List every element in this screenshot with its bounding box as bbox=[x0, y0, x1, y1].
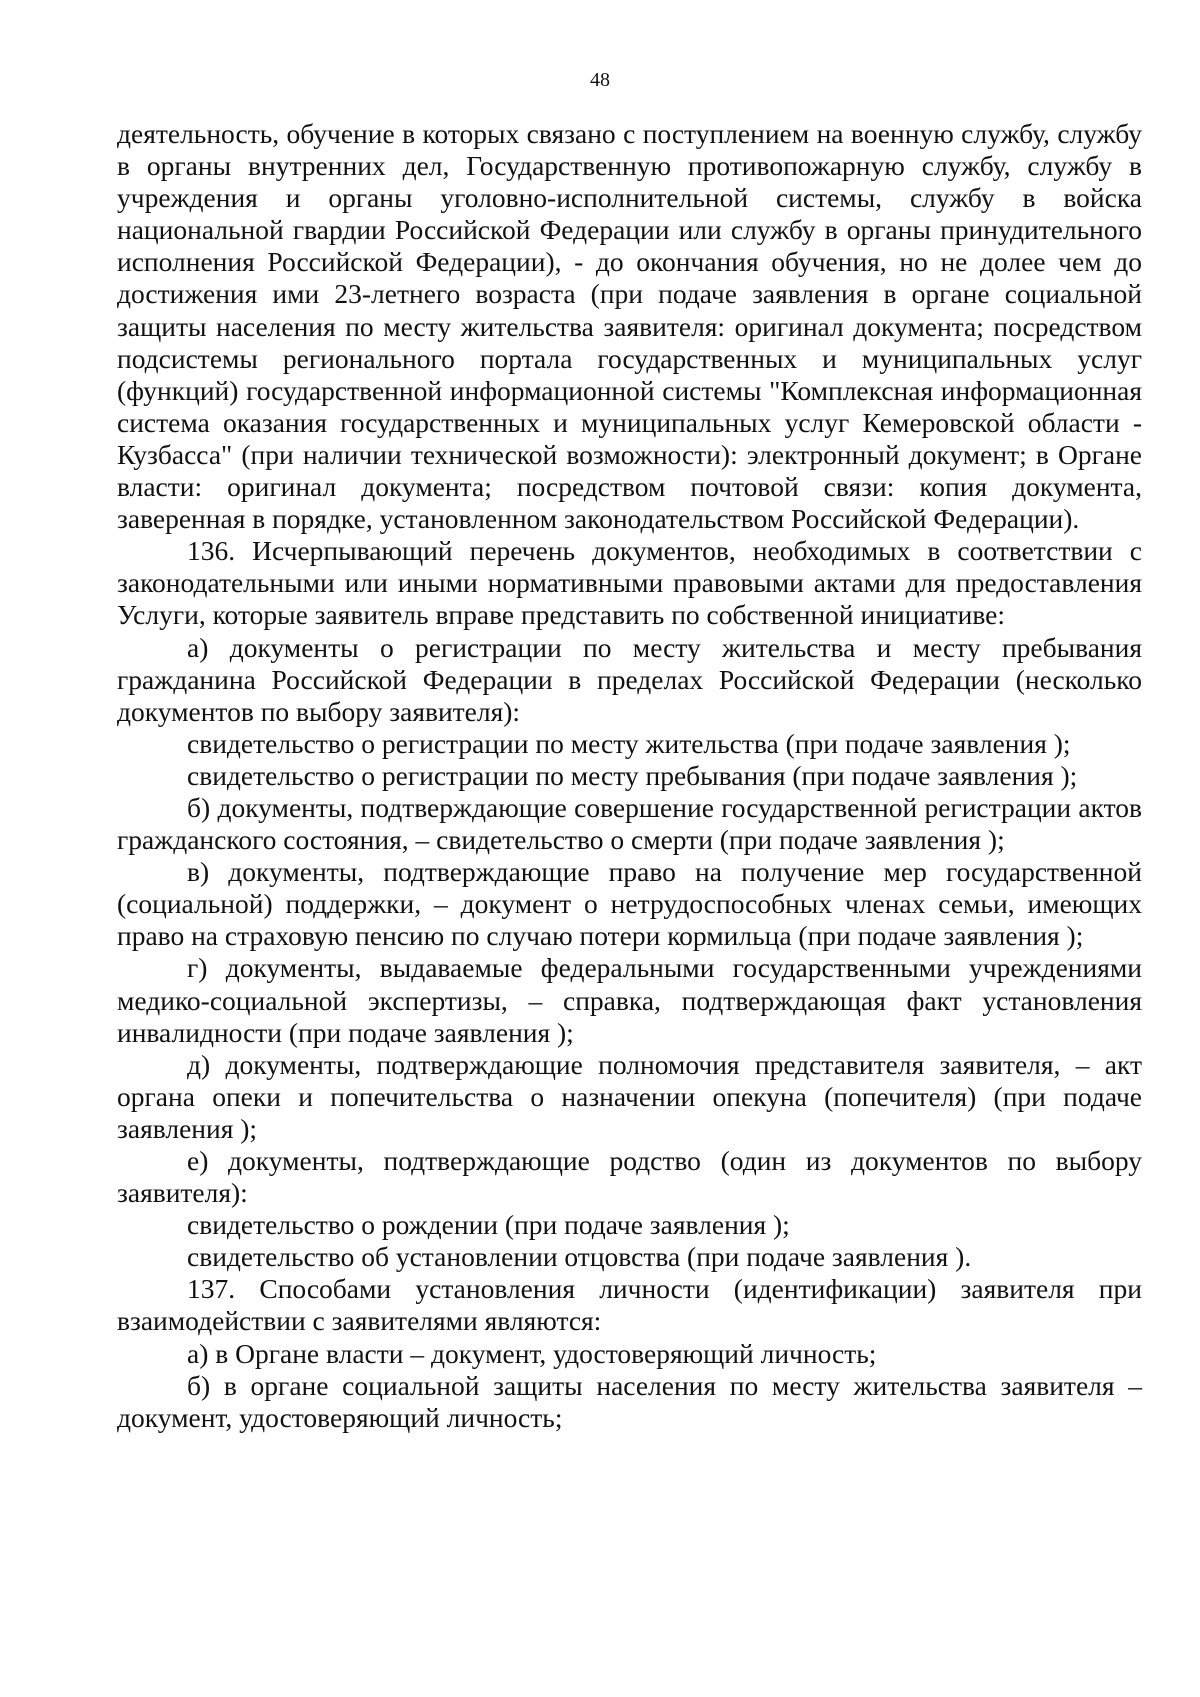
page-number: 48 bbox=[590, 69, 610, 91]
document-body bbox=[117, 118, 1142, 1434]
paragraph-137: 137. Способами установления личности (идентификации) заявителя при взаимодействии с заявителями являются: bbox=[117, 1273, 1142, 1337]
paragraph-136-e-item-1: свидетельство о рождении (при подаче заявления ); bbox=[187, 1209, 790, 1241]
paragraph-136-a: а) документы о регистрации по месту жительства и месту пребывания гражданина Российской Федерации в пределах Российской Федерации (несколько документов по выбору заявителя): bbox=[117, 631, 1142, 727]
paragraph-136-a-item-2: свидетельство о регистрации по месту пребывания (при подаче заявления ); bbox=[187, 759, 1078, 791]
paragraph-136-e-item-2: свидетельство об установлении отцовства (при подаче заявления ). bbox=[187, 1241, 972, 1273]
paragraph-136-e: е) документы, подтверждающие родство (один из документов по выбору заявителя): bbox=[117, 1145, 1142, 1209]
paragraph-continuation: деятельность, обучение в которых связано с поступлением на военную службу, службу в органы внутренних дел, Государственную противопожарную службу, службу в учреждения и органы уголовно-исполнительной системы, службу в войска национальной гвардии Российской Федерации или службу в органы принудительного исполнения Российской Федерации), - до окончания обучения, но не долее чем до достижения ими 23-летнего возраста (при подаче заявления в органе социальной защиты населения по месту жительства заявителя: оригинал документа; посредством подсистемы регионального портала государственных и муниципальных услуг (функций) государственной информационной системы "Комплексная информационная система оказания государственных и муниципальных услуг Кемеровской области - Кузбасса" (при наличии технической возможности): электронный документ; в Органе власти: оригинал документа; посредством почтовой связи: копия документа, заверенная в порядке, установленном законодательством Российской Федерации). bbox=[117, 118, 1142, 535]
paragraph-136-a-item-1: свидетельство о регистрации по месту жительства (при подаче заявления ); bbox=[187, 727, 1071, 759]
paragraph-136-g: г) документы, выдаваемые федеральными государственными учреждениями медико-социальной экспертизы, – справка, подтверждающая факт установления инвалидности (при подаче заявления ); bbox=[117, 952, 1142, 1048]
paragraph-136-v: в) документы, подтверждающие право на получение мер государственной (социальной) поддержки, – документ о нетрудоспособных членах семьи, имеющих право на страховую пенсию по случаю потери кормильца (при подаче заявления ); bbox=[117, 856, 1142, 952]
paragraph-136: 136. Исчерпывающий перечень документов, необходимых в соответствии с законодательными или иными нормативными правовыми актами для предоставления Услуги, которые заявитель вправе представить по собственной инициативе: bbox=[117, 535, 1142, 631]
paragraph-136-b: б) документы, подтверждающие совершение государственной регистрации актов гражданского состояния, – свидетельство о смерти (при подаче заявления ); bbox=[117, 791, 1142, 856]
paragraph-137-b: б) в органе социальной защиты населения по месту жительства заявителя – документ, удостоверяющий личность; bbox=[117, 1369, 1142, 1433]
paragraph-137-a: а) в Органе власти – документ, удостоверяющий личность; bbox=[187, 1337, 877, 1369]
paragraph-136-d: д) документы, подтверждающие полномочия представителя заявителя, – акт органа опеки и попечительства о назначении опекуна (попечителя) (при подаче заявления ); bbox=[117, 1048, 1142, 1144]
